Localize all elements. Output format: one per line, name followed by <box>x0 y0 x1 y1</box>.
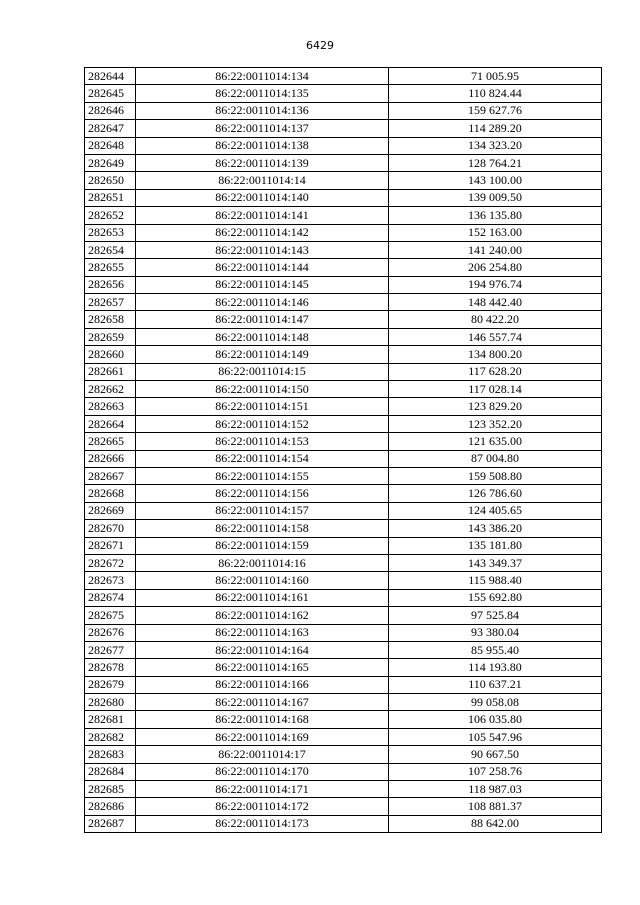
row-number-cell: 282676 <box>85 624 136 641</box>
value-cell: 123 829.20 <box>389 398 602 415</box>
table-row <box>85 485 602 502</box>
table-row <box>85 398 602 415</box>
value-cell: 88 642.00 <box>389 815 602 832</box>
value-cell: 126 786.60 <box>389 485 602 502</box>
cadastral-number-cell: 86:22:0011014:136 <box>136 102 389 119</box>
table-row <box>85 502 602 519</box>
table-row <box>85 520 602 537</box>
table-body <box>85 68 602 833</box>
table-row <box>85 207 602 224</box>
row-number-cell: 282658 <box>85 311 136 328</box>
value-cell: 134 800.20 <box>389 346 602 363</box>
cadastral-number-cell: 86:22:0011014:169 <box>136 728 389 745</box>
table-row <box>85 259 602 276</box>
row-number-cell: 282662 <box>85 381 136 398</box>
row-number-cell: 282686 <box>85 798 136 815</box>
value-cell: 99 058.08 <box>389 694 602 711</box>
row-number-cell: 282682 <box>85 728 136 745</box>
cadastral-number-cell: 86:22:0011014:165 <box>136 659 389 676</box>
value-cell: 114 193.80 <box>389 659 602 676</box>
cadastral-number-cell: 86:22:0011014:143 <box>136 241 389 258</box>
row-number-cell: 282650 <box>85 172 136 189</box>
row-number-cell: 282667 <box>85 467 136 484</box>
cadastral-number-cell: 86:22:0011014:159 <box>136 537 389 554</box>
cadastral-number-cell: 86:22:0011014:173 <box>136 815 389 832</box>
row-number-cell: 282649 <box>85 154 136 171</box>
table-row <box>85 694 602 711</box>
cadastral-value-table <box>84 67 602 833</box>
cadastral-number-cell: 86:22:0011014:158 <box>136 520 389 537</box>
cadastral-number-cell: 86:22:0011014:135 <box>136 85 389 102</box>
table-row <box>85 346 602 363</box>
row-number-cell: 282660 <box>85 346 136 363</box>
value-cell: 194 976.74 <box>389 276 602 293</box>
value-cell: 117 028.14 <box>389 381 602 398</box>
row-number-cell: 282671 <box>85 537 136 554</box>
cadastral-number-cell: 86:22:0011014:157 <box>136 502 389 519</box>
cadastral-number-cell: 86:22:0011014:149 <box>136 346 389 363</box>
value-cell: 139 009.50 <box>389 189 602 206</box>
value-cell: 110 824.44 <box>389 85 602 102</box>
value-cell: 155 692.80 <box>389 589 602 606</box>
value-cell: 136 135.80 <box>389 207 602 224</box>
cadastral-number-cell: 86:22:0011014:171 <box>136 781 389 798</box>
row-number-cell: 282666 <box>85 450 136 467</box>
cadastral-number-cell: 86:22:0011014:153 <box>136 433 389 450</box>
cadastral-number-cell: 86:22:0011014:146 <box>136 294 389 311</box>
table-row <box>85 659 602 676</box>
value-cell: 146 557.74 <box>389 328 602 345</box>
table-row <box>85 537 602 554</box>
value-cell: 159 627.76 <box>389 102 602 119</box>
page-number: 6429 <box>306 39 334 52</box>
row-number-cell: 282672 <box>85 554 136 571</box>
cadastral-number-cell: 86:22:0011014:168 <box>136 711 389 728</box>
table-row <box>85 154 602 171</box>
table-row <box>85 241 602 258</box>
cadastral-number-cell: 86:22:0011014:144 <box>136 259 389 276</box>
cadastral-number-cell: 86:22:0011014:15 <box>136 363 389 380</box>
row-number-cell: 282648 <box>85 137 136 154</box>
cadastral-number-cell: 86:22:0011014:134 <box>136 68 389 85</box>
cadastral-number-cell: 86:22:0011014:163 <box>136 624 389 641</box>
cadastral-number-cell: 86:22:0011014:155 <box>136 467 389 484</box>
value-cell: 121 635.00 <box>389 433 602 450</box>
row-number-cell: 282687 <box>85 815 136 832</box>
cadastral-number-cell: 86:22:0011014:142 <box>136 224 389 241</box>
table-row <box>85 381 602 398</box>
cadastral-number-cell: 86:22:0011014:16 <box>136 554 389 571</box>
cadastral-number-cell: 86:22:0011014:141 <box>136 207 389 224</box>
value-cell: 143 100.00 <box>389 172 602 189</box>
row-number-cell: 282675 <box>85 607 136 624</box>
table-row <box>85 137 602 154</box>
table-row <box>85 572 602 589</box>
cadastral-number-cell: 86:22:0011014:167 <box>136 694 389 711</box>
table-row <box>85 363 602 380</box>
value-cell: 97 525.84 <box>389 607 602 624</box>
cadastral-number-cell: 86:22:0011014:138 <box>136 137 389 154</box>
table-row <box>85 798 602 815</box>
cadastral-number-cell: 86:22:0011014:152 <box>136 415 389 432</box>
table-row <box>85 294 602 311</box>
table-row <box>85 676 602 693</box>
value-cell: 152 163.00 <box>389 224 602 241</box>
cadastral-number-cell: 86:22:0011014:164 <box>136 641 389 658</box>
table-row <box>85 815 602 832</box>
table-row <box>85 450 602 467</box>
row-number-cell: 282657 <box>85 294 136 311</box>
table-row <box>85 641 602 658</box>
table-row <box>85 624 602 641</box>
row-number-cell: 282670 <box>85 520 136 537</box>
value-cell: 128 764.21 <box>389 154 602 171</box>
table-row <box>85 172 602 189</box>
value-cell: 71 005.95 <box>389 68 602 85</box>
cadastral-number-cell: 86:22:0011014:139 <box>136 154 389 171</box>
cadastral-number-cell: 86:22:0011014:172 <box>136 798 389 815</box>
value-cell: 115 988.40 <box>389 572 602 589</box>
table-row <box>85 224 602 241</box>
cadastral-number-cell: 86:22:0011014:162 <box>136 607 389 624</box>
table-row <box>85 102 602 119</box>
cadastral-number-cell: 86:22:0011014:154 <box>136 450 389 467</box>
cadastral-number-cell: 86:22:0011014:140 <box>136 189 389 206</box>
table-row <box>85 763 602 780</box>
cadastral-number-cell: 86:22:0011014:151 <box>136 398 389 415</box>
table-row <box>85 68 602 85</box>
value-cell: 124 405.65 <box>389 502 602 519</box>
cadastral-number-cell: 86:22:0011014:161 <box>136 589 389 606</box>
table-row <box>85 554 602 571</box>
row-number-cell: 282644 <box>85 68 136 85</box>
row-number-cell: 282647 <box>85 120 136 137</box>
table-row <box>85 746 602 763</box>
value-cell: 85 955.40 <box>389 641 602 658</box>
value-cell: 108 881.37 <box>389 798 602 815</box>
row-number-cell: 282651 <box>85 189 136 206</box>
value-cell: 118 987.03 <box>389 781 602 798</box>
row-number-cell: 282645 <box>85 85 136 102</box>
value-cell: 148 442.40 <box>389 294 602 311</box>
table-row <box>85 781 602 798</box>
table-row <box>85 85 602 102</box>
cadastral-number-cell: 86:22:0011014:148 <box>136 328 389 345</box>
row-number-cell: 282665 <box>85 433 136 450</box>
cadastral-number-cell: 86:22:0011014:170 <box>136 763 389 780</box>
row-number-cell: 282673 <box>85 572 136 589</box>
row-number-cell: 282683 <box>85 746 136 763</box>
row-number-cell: 282654 <box>85 241 136 258</box>
row-number-cell: 282680 <box>85 694 136 711</box>
cadastral-number-cell: 86:22:0011014:156 <box>136 485 389 502</box>
value-cell: 134 323.20 <box>389 137 602 154</box>
value-cell: 143 349.37 <box>389 554 602 571</box>
value-cell: 141 240.00 <box>389 241 602 258</box>
value-cell: 110 637.21 <box>389 676 602 693</box>
table-row <box>85 276 602 293</box>
row-number-cell: 282674 <box>85 589 136 606</box>
value-cell: 114 289.20 <box>389 120 602 137</box>
value-cell: 106 035.80 <box>389 711 602 728</box>
row-number-cell: 282677 <box>85 641 136 658</box>
table-row <box>85 415 602 432</box>
row-number-cell: 282655 <box>85 259 136 276</box>
value-cell: 80 422.20 <box>389 311 602 328</box>
cadastral-number-cell: 86:22:0011014:150 <box>136 381 389 398</box>
table-row <box>85 328 602 345</box>
value-cell: 105 547.96 <box>389 728 602 745</box>
cadastral-number-cell: 86:22:0011014:145 <box>136 276 389 293</box>
value-cell: 117 628.20 <box>389 363 602 380</box>
table-row <box>85 311 602 328</box>
row-number-cell: 282652 <box>85 207 136 224</box>
value-cell: 93 380.04 <box>389 624 602 641</box>
cadastral-number-cell: 86:22:0011014:137 <box>136 120 389 137</box>
row-number-cell: 282656 <box>85 276 136 293</box>
row-number-cell: 282685 <box>85 781 136 798</box>
table-row <box>85 467 602 484</box>
cadastral-number-cell: 86:22:0011014:17 <box>136 746 389 763</box>
row-number-cell: 282679 <box>85 676 136 693</box>
table-row <box>85 589 602 606</box>
cadastral-number-cell: 86:22:0011014:147 <box>136 311 389 328</box>
table-row <box>85 711 602 728</box>
value-cell: 107 258.76 <box>389 763 602 780</box>
value-cell: 143 386.20 <box>389 520 602 537</box>
cadastral-number-cell: 86:22:0011014:14 <box>136 172 389 189</box>
cadastral-number-cell: 86:22:0011014:160 <box>136 572 389 589</box>
value-cell: 159 508.80 <box>389 467 602 484</box>
row-number-cell: 282661 <box>85 363 136 380</box>
value-cell: 87 004.80 <box>389 450 602 467</box>
cadastral-number-cell: 86:22:0011014:166 <box>136 676 389 693</box>
row-number-cell: 282663 <box>85 398 136 415</box>
table-row <box>85 433 602 450</box>
row-number-cell: 282684 <box>85 763 136 780</box>
row-number-cell: 282668 <box>85 485 136 502</box>
row-number-cell: 282669 <box>85 502 136 519</box>
table-row <box>85 607 602 624</box>
table-row <box>85 120 602 137</box>
row-number-cell: 282653 <box>85 224 136 241</box>
row-number-cell: 282659 <box>85 328 136 345</box>
table-row <box>85 728 602 745</box>
row-number-cell: 282681 <box>85 711 136 728</box>
value-cell: 123 352.20 <box>389 415 602 432</box>
value-cell: 90 667.50 <box>389 746 602 763</box>
row-number-cell: 282646 <box>85 102 136 119</box>
row-number-cell: 282678 <box>85 659 136 676</box>
table-row <box>85 189 602 206</box>
value-cell: 135 181.80 <box>389 537 602 554</box>
value-cell: 206 254.80 <box>389 259 602 276</box>
row-number-cell: 282664 <box>85 415 136 432</box>
